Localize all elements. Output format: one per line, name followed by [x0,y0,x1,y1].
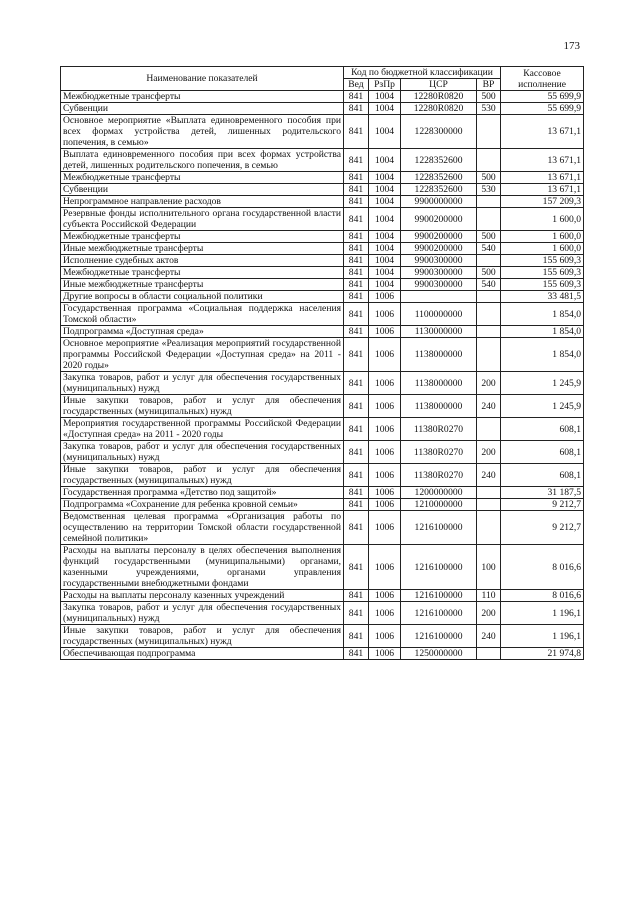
cell-csr: 9900300000 [401,255,477,267]
cell-ved: 841 [344,372,369,395]
cell-csr: 1216100000 [401,545,477,590]
cell-vr [477,115,501,149]
cell-vr [477,291,501,303]
table-row [61,441,584,464]
cell-name: Непрограммное направление расходов [61,196,344,208]
cell-rzpr: 1004 [369,196,401,208]
table-row [61,545,584,590]
cell-vr: 240 [477,625,501,648]
cell-sum: 1 245,9 [501,372,584,395]
cell-ved: 841 [344,464,369,487]
cell-csr: 1216100000 [401,511,477,545]
cell-name: Субвенции [61,184,344,196]
cell-rzpr: 1006 [369,291,401,303]
cell-ved: 841 [344,231,369,243]
cell-rzpr: 1004 [369,149,401,172]
cell-rzpr: 1004 [369,91,401,103]
table-row [61,625,584,648]
cell-ved: 841 [344,625,369,648]
cell-csr: 11380R0270 [401,418,477,441]
table-row [61,395,584,418]
cell-ved: 841 [344,172,369,184]
cell-name: Мероприятия государственной программы Российской Федерации «Доступная среда» на 2011 - 2020 годы [61,418,344,441]
table-row [61,243,584,255]
cell-ved: 841 [344,208,369,231]
cell-sum: 21 974,8 [501,648,584,660]
cell-csr: 1250000000 [401,648,477,660]
cell-ved: 841 [344,338,369,372]
cell-name: Межбюджетные трансферты [61,231,344,243]
cell-vr: 530 [477,184,501,196]
cell-ved: 841 [344,395,369,418]
cell-ved: 841 [344,303,369,326]
cell-name: Расходы на выплаты персоналу в целях обеспечения выполнения функций государственными (муниципальными) органами, казенными учреждениями, органами управления государственными внебюджетными фондами [61,545,344,590]
cell-ved: 841 [344,279,369,291]
cell-rzpr: 1006 [369,590,401,602]
cell-sum: 1 854,0 [501,303,584,326]
cell-csr: 1228352600 [401,184,477,196]
table-row [61,418,584,441]
cell-name: Иные межбюджетные трансферты [61,279,344,291]
table-row [61,184,584,196]
cell-sum: 13 671,1 [501,172,584,184]
cell-name: Иные закупки товаров, работ и услуг для обеспечения государственных (муниципальных) нужд [61,464,344,487]
cell-ved: 841 [344,291,369,303]
cell-sum: 155 609,3 [501,267,584,279]
cell-ved: 841 [344,648,369,660]
cell-rzpr: 1006 [369,441,401,464]
cell-name: Закупка товаров, работ и услуг для обеспечения государственных (муниципальных) нужд [61,441,344,464]
cell-rzpr: 1006 [369,499,401,511]
cell-rzpr: 1004 [369,279,401,291]
cell-name: Другие вопросы в области социальной политики [61,291,344,303]
table-row [61,231,584,243]
cell-ved: 841 [344,243,369,255]
table-row [61,267,584,279]
table-row [61,279,584,291]
cell-vr: 540 [477,279,501,291]
cell-name: Межбюджетные трансферты [61,91,344,103]
table-row [61,372,584,395]
cell-name: Обеспечивающая подпрограмма [61,648,344,660]
cell-rzpr: 1006 [369,648,401,660]
cell-name: Государственная программа «Детство под защитой» [61,487,344,499]
table-row [61,648,584,660]
cell-csr: 1138000000 [401,395,477,418]
cell-vr [477,196,501,208]
cell-sum: 1 600,0 [501,208,584,231]
cell-sum: 1 600,0 [501,231,584,243]
cell-name: Ведомственная целевая программа «Организация работы по осуществлению на территории Томской области государственной семейной политики» [61,511,344,545]
cell-csr: 1138000000 [401,338,477,372]
cell-name: Подпрограмма «Доступная среда» [61,326,344,338]
cell-rzpr: 1006 [369,545,401,590]
header-ved: Вед [344,79,369,91]
cell-vr: 500 [477,267,501,279]
cell-csr: 1216100000 [401,625,477,648]
header-vr: ВР [477,79,501,91]
cell-csr: 1130000000 [401,326,477,338]
cell-csr: 1210000000 [401,499,477,511]
table-row [61,511,584,545]
cell-name: Основное мероприятие «Реализация мероприятий государственной программы Российской Федерации «Доступная среда» на 2011 - 2020 годы» [61,338,344,372]
cell-name: Резервные фонды исполнительного органа государственной власти субъекта Российской Федерации [61,208,344,231]
table-row [61,326,584,338]
cell-vr: 500 [477,172,501,184]
cell-rzpr: 1006 [369,303,401,326]
cell-vr: 240 [477,395,501,418]
cell-rzpr: 1006 [369,395,401,418]
cell-sum: 155 609,3 [501,255,584,267]
table-body [61,91,584,660]
cell-vr: 200 [477,372,501,395]
cell-sum: 31 187,5 [501,487,584,499]
header-rzpr: РзПр [369,79,401,91]
table-row [61,115,584,149]
table-row [61,208,584,231]
cell-vr [477,418,501,441]
cell-sum: 13 671,1 [501,149,584,172]
cell-vr [477,511,501,545]
cell-name: Закупка товаров, работ и услуг для обеспечения государственных (муниципальных) нужд [61,372,344,395]
cell-ved: 841 [344,267,369,279]
cell-name: Исполнение судебных актов [61,255,344,267]
cell-name: Иные закупки товаров, работ и услуг для обеспечения государственных (муниципальных) нужд [61,625,344,648]
cell-rzpr: 1006 [369,602,401,625]
cell-ved: 841 [344,602,369,625]
header-csr: ЦСР [401,79,477,91]
cell-rzpr: 1004 [369,172,401,184]
cell-rzpr: 1006 [369,372,401,395]
cell-vr [477,303,501,326]
cell-vr: 500 [477,91,501,103]
table-row [61,487,584,499]
cell-rzpr: 1006 [369,338,401,372]
cell-sum: 155 609,3 [501,279,584,291]
cell-sum: 1 196,1 [501,625,584,648]
cell-rzpr: 1006 [369,464,401,487]
cell-ved: 841 [344,326,369,338]
cell-name: Субвенции [61,103,344,115]
cell-csr: 1228352600 [401,149,477,172]
cell-csr: 1228352600 [401,172,477,184]
cell-ved: 841 [344,590,369,602]
cell-vr: 100 [477,545,501,590]
cell-sum: 1 854,0 [501,338,584,372]
cell-rzpr: 1006 [369,487,401,499]
cell-name: Основное мероприятие «Выплата единовременного пособия при всех формах устройства детей, лишенных родительского попечения, в семью» [61,115,344,149]
cell-csr: 1216100000 [401,590,477,602]
table-row [61,602,584,625]
table-row [61,499,584,511]
cell-ved: 841 [344,545,369,590]
cell-csr: 12280R0820 [401,103,477,115]
cell-rzpr: 1006 [369,511,401,545]
cell-csr: 9900300000 [401,279,477,291]
cell-csr: 1228300000 [401,115,477,149]
table-row [61,103,584,115]
cell-rzpr: 1006 [369,418,401,441]
cell-sum: 1 196,1 [501,602,584,625]
table-row [61,149,584,172]
cell-vr: 200 [477,441,501,464]
cell-rzpr: 1004 [369,255,401,267]
cell-name: Расходы на выплаты персоналу казенных учреждений [61,590,344,602]
table-row [61,303,584,326]
cell-ved: 841 [344,149,369,172]
cell-vr [477,208,501,231]
cell-ved: 841 [344,499,369,511]
cell-ved: 841 [344,418,369,441]
table-row [61,255,584,267]
cell-sum: 608,1 [501,418,584,441]
cell-csr: 9900200000 [401,231,477,243]
cell-ved: 841 [344,511,369,545]
cell-csr: 11380R0270 [401,464,477,487]
table-row [61,196,584,208]
cell-sum: 33 481,5 [501,291,584,303]
cell-sum: 13 671,1 [501,184,584,196]
page-number: 173 [563,40,580,52]
cell-sum: 8 016,6 [501,590,584,602]
cell-ved: 841 [344,441,369,464]
cell-name: Подпрограмма «Сохранение для ребенка кровной семьи» [61,499,344,511]
cell-name: Закупка товаров, работ и услуг для обеспечения государственных (муниципальных) нужд [61,602,344,625]
cell-sum: 608,1 [501,441,584,464]
cell-vr: 110 [477,590,501,602]
cell-rzpr: 1004 [369,103,401,115]
cell-vr: 540 [477,243,501,255]
cell-ved: 841 [344,115,369,149]
cell-ved: 841 [344,103,369,115]
table-row [61,291,584,303]
cell-ved: 841 [344,91,369,103]
budget-execution-table [60,66,584,660]
cell-name: Государственная программа «Социальная поддержка населения Томской области» [61,303,344,326]
cell-vr [477,338,501,372]
cell-vr [477,499,501,511]
cell-rzpr: 1004 [369,267,401,279]
cell-sum: 608,1 [501,464,584,487]
cell-rzpr: 1004 [369,115,401,149]
cell-rzpr: 1006 [369,326,401,338]
cell-name: Выплата единовременного пособия при всех формах устройства детей, лишенных родительского попечения, в семью [61,149,344,172]
table-row [61,590,584,602]
cell-ved: 841 [344,196,369,208]
table-header [61,67,584,91]
cell-sum: 157 209,3 [501,196,584,208]
cell-rzpr: 1004 [369,184,401,196]
cell-vr: 530 [477,103,501,115]
cell-ved: 841 [344,184,369,196]
cell-csr: 1100000000 [401,303,477,326]
cell-csr: 1138000000 [401,372,477,395]
cell-rzpr: 1004 [369,208,401,231]
cell-csr: 12280R0820 [401,91,477,103]
table-row [61,338,584,372]
cell-vr [477,326,501,338]
cell-sum: 1 245,9 [501,395,584,418]
cell-csr [401,291,477,303]
cell-ved: 841 [344,255,369,267]
cell-sum: 1 854,0 [501,326,584,338]
cell-vr [477,648,501,660]
header-name: Наименование показателей [61,67,344,91]
header-code-group: Код по бюджетной классификации [344,67,501,79]
header-sum: Кассовое исполнение [501,67,584,91]
cell-sum: 8 016,6 [501,545,584,590]
cell-rzpr: 1006 [369,625,401,648]
cell-sum: 55 699,9 [501,103,584,115]
cell-rzpr: 1004 [369,243,401,255]
table-row [61,91,584,103]
cell-vr: 200 [477,602,501,625]
table-row [61,464,584,487]
cell-name: Иные межбюджетные трансферты [61,243,344,255]
cell-vr [477,255,501,267]
table-row [61,172,584,184]
cell-vr [477,149,501,172]
cell-name: Межбюджетные трансферты [61,172,344,184]
cell-sum: 1 600,0 [501,243,584,255]
cell-sum: 9 212,7 [501,499,584,511]
cell-csr: 11380R0270 [401,441,477,464]
cell-vr: 500 [477,231,501,243]
cell-sum: 9 212,7 [501,511,584,545]
cell-csr: 9900200000 [401,208,477,231]
cell-csr: 1200000000 [401,487,477,499]
cell-csr: 1216100000 [401,602,477,625]
cell-vr: 240 [477,464,501,487]
cell-csr: 9900000000 [401,196,477,208]
cell-ved: 841 [344,487,369,499]
cell-vr [477,487,501,499]
cell-sum: 13 671,1 [501,115,584,149]
cell-name: Межбюджетные трансферты [61,267,344,279]
cell-csr: 9900200000 [401,243,477,255]
cell-rzpr: 1004 [369,231,401,243]
cell-sum: 55 699,9 [501,91,584,103]
cell-csr: 9900300000 [401,267,477,279]
cell-name: Иные закупки товаров, работ и услуг для обеспечения государственных (муниципальных) нужд [61,395,344,418]
